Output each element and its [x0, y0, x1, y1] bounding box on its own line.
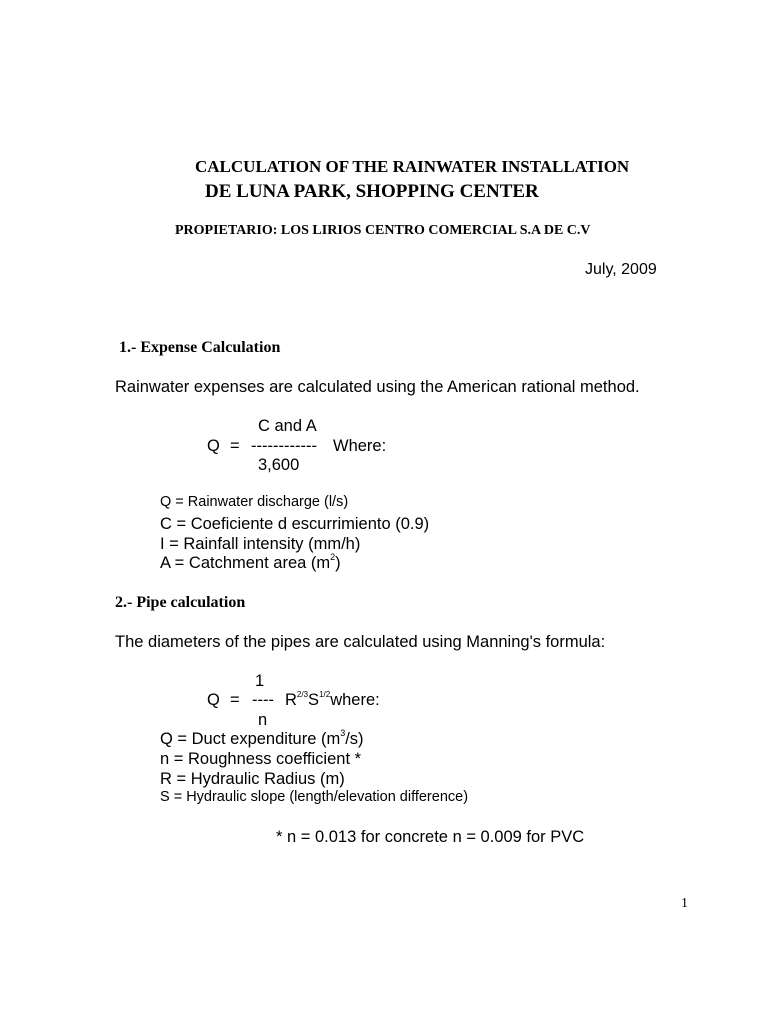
formula-1-lhs: Q	[207, 437, 220, 455]
definition-n-roughness: n = Roughness coefficient *	[160, 750, 362, 768]
section-2-heading: 2.- Pipe calculation	[115, 594, 246, 611]
formula-2-numerator: 1	[255, 672, 265, 690]
owner-line: PROPIETARIO: LOS LIRIOS CENTRO COMERCIAL S.A DE C.V	[175, 223, 591, 238]
formula-1-equals: =	[230, 437, 240, 455]
formula-1-where: Where:	[333, 437, 387, 455]
definition-s-slope: S = Hydraulic slope (length/elevation difference)	[160, 789, 469, 805]
section-1-intro: Rainwater expenses are calculated using the American rational method.	[115, 378, 640, 396]
formula-1-denominator: 3,600	[258, 456, 300, 474]
formula-2-fraction-bar: ----	[252, 691, 274, 709]
roughness-footnote: * n = 0.013 for concrete n = 0.009 for PVC	[276, 828, 585, 846]
formula-1-numerator: C and A	[258, 417, 317, 435]
definition-q-discharge: Q = Rainwater discharge (l/s)	[160, 494, 349, 510]
section-1-heading: 1.- Expense Calculation	[119, 339, 281, 356]
definition-q-duct: Q = Duct expenditure $(m^3/s)$	[160, 727, 364, 748]
formula-2-denominator: n	[258, 711, 268, 729]
definition-i-intensity: I = Rainfall intensity (mm/h)	[160, 535, 361, 553]
document-date: July, 2009	[585, 261, 657, 278]
definition-r-radius: R = Hydraulic Radius (m)	[160, 770, 345, 788]
section-2-intro: The diameters of the pipes are calculated using Manning's formula:	[115, 633, 606, 651]
formula-2-lhs: Q	[207, 691, 220, 709]
formula-2-equals: =	[230, 691, 240, 709]
document-title-line-2: DE LUNA PARK, SHOPPING CENTER	[205, 181, 539, 202]
formula-2-terms: $R^{2/3}S^{1/2}where$:	[285, 689, 380, 709]
page-number: 1	[681, 896, 688, 911]
definition-a-area: A = Catchment area $(m^2)$	[160, 551, 341, 572]
document-title-line-1: CALCULATION OF THE RAINWATER INSTALLATION	[195, 157, 630, 176]
definition-c-coefficient: C = Coeficiente d escurrimiento (0.9)	[160, 515, 430, 533]
formula-1-fraction-bar: ------------	[251, 437, 317, 455]
